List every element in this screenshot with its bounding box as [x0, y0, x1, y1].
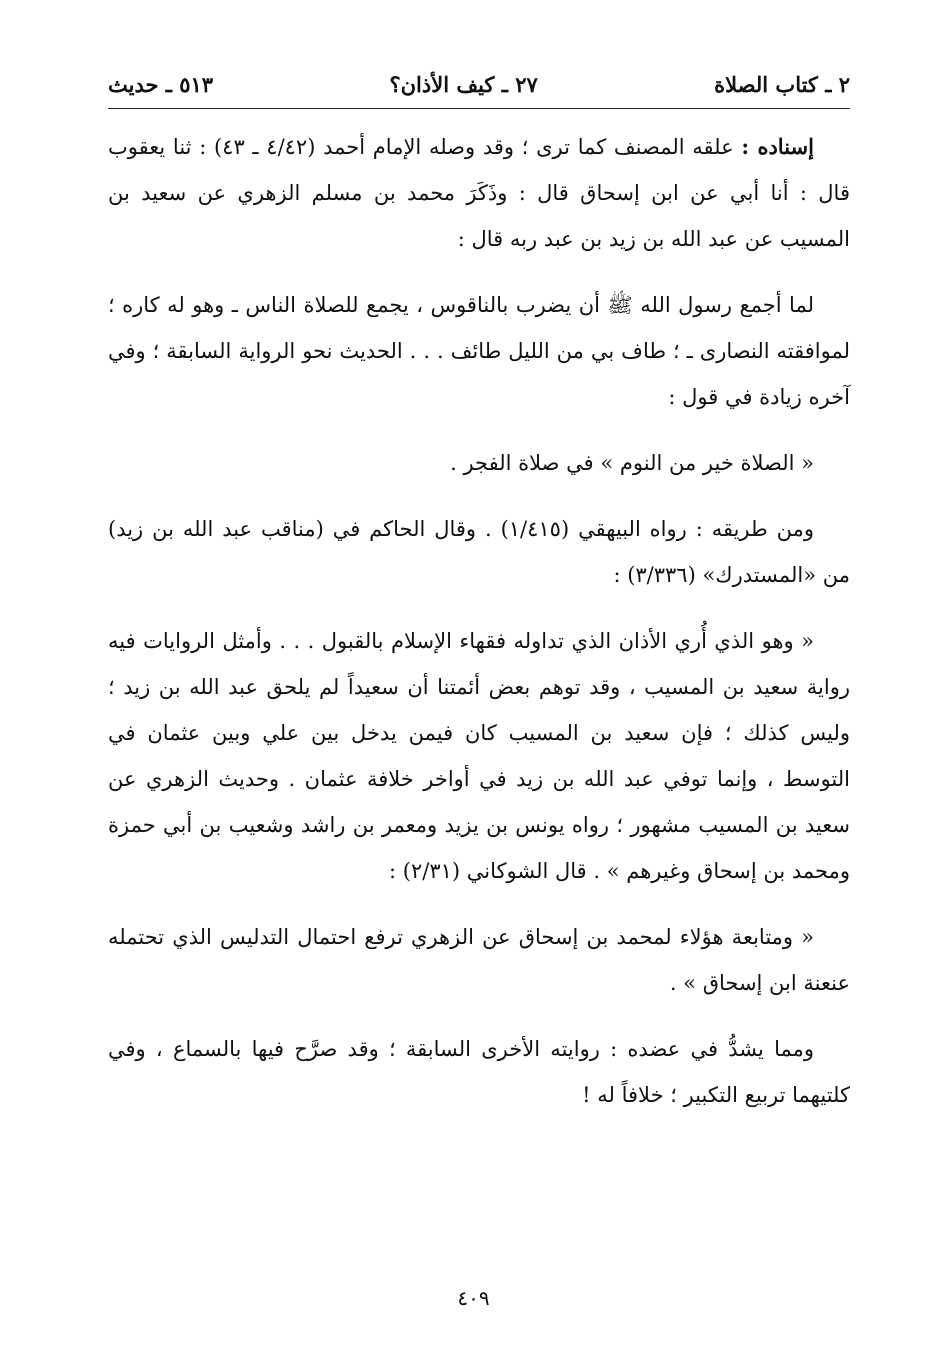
paragraph-hakim-quote — [108, 618, 850, 894]
paragraph-bayhaqi — [108, 506, 850, 598]
paragraph-shawkani-quote — [108, 914, 850, 1006]
paragraph-text: « ومتابعة هؤلاء لمحمد بن إسحاق عن الزهري ترفع احتمال التدليس الذي تحتمله عنعنة ابن إسحاق » . — [108, 925, 850, 995]
paragraph-text: علقه المصنف كما ترى ؛ وقد وصله الإمام أحمد (٤/٤٢ ـ ٤٣) : ثنا يعقوب قال : أنا أبي عن ابن إسحاق قال : وذَكَرَ محمد بن مسلم الزهري عن سعيد بن المسيب عن عبد الله بن زيد بن عبد ربه قال : — [108, 135, 850, 251]
page-number: ٤٠٩ — [457, 1286, 490, 1310]
paragraph-text: ومما يشدُّ في عضده : روايته الأخرى السابقة ؛ وقد صرَّح فيها بالسماع ، وفي كلتيهما تربيع التكبير ؛ خلافاً له ! — [108, 1037, 850, 1107]
paragraph-isnad — [108, 124, 850, 262]
running-header — [108, 64, 850, 104]
paragraph-text: لما أجمع رسول الله ﷺ أن يضرب بالناقوس ، يجمع للصلاة الناس ـ وهو له كاره ؛ لموافقته النصارى ـ ؛ طاف بي من الليل طائف . . . الحديث نحو الرواية السابقة ؛ وفي آخره زيادة في قول : — [108, 293, 850, 409]
isnad-label: إسناده : — [741, 134, 814, 159]
header-divider — [108, 108, 850, 109]
paragraph-conclusion — [108, 1026, 850, 1118]
paragraph-text: « وهو الذي أُري الأذان الذي تداوله فقهاء الإسلام بالقبول . . . وأمثل الروايات فيه رواية سعيد بن المسيب ، وقد توهم بعض أئمتنا أن سعيداً لم يلحق عبد الله بن زيد ؛ وليس كذلك ؛ فإن سعيد بن المسيب كان فيمن يدخل بين علي وبين عثمان في التوسط ، وإنما توفي عبد الله بن زيد في أواخر خلافة عثمان . وحديث الزهري عن سعيد بن المسيب مشهور ؛ رواه يونس بن يزيد ومعمر بن راشد وشعيب بن أبي حمزة ومحمد بن إسحاق وغيرهم » . قال الشوكاني (٢/٣١) : — [108, 629, 850, 883]
main-text — [108, 124, 850, 1138]
header-book-title: ٢ ـ كتاب الصلاة — [714, 71, 850, 97]
paragraph-hadith — [108, 282, 850, 420]
paragraph-text: ومن طريقه : رواه البيهقي (١/٤١٥) . وقال الحاكم في (مناقب عبد الله بن زيد) من «المستدرك» (٣/٣٣٦) : — [108, 517, 850, 587]
paragraph-text: « الصلاة خير من النوم » في صلاة الفجر . — [450, 451, 814, 475]
header-chapter-title: ٢٧ ـ كيف الأذان؟ — [389, 71, 538, 97]
paragraph-quote — [108, 440, 850, 486]
header-hadith-number: ٥١٣ ـ حديث — [108, 71, 214, 97]
